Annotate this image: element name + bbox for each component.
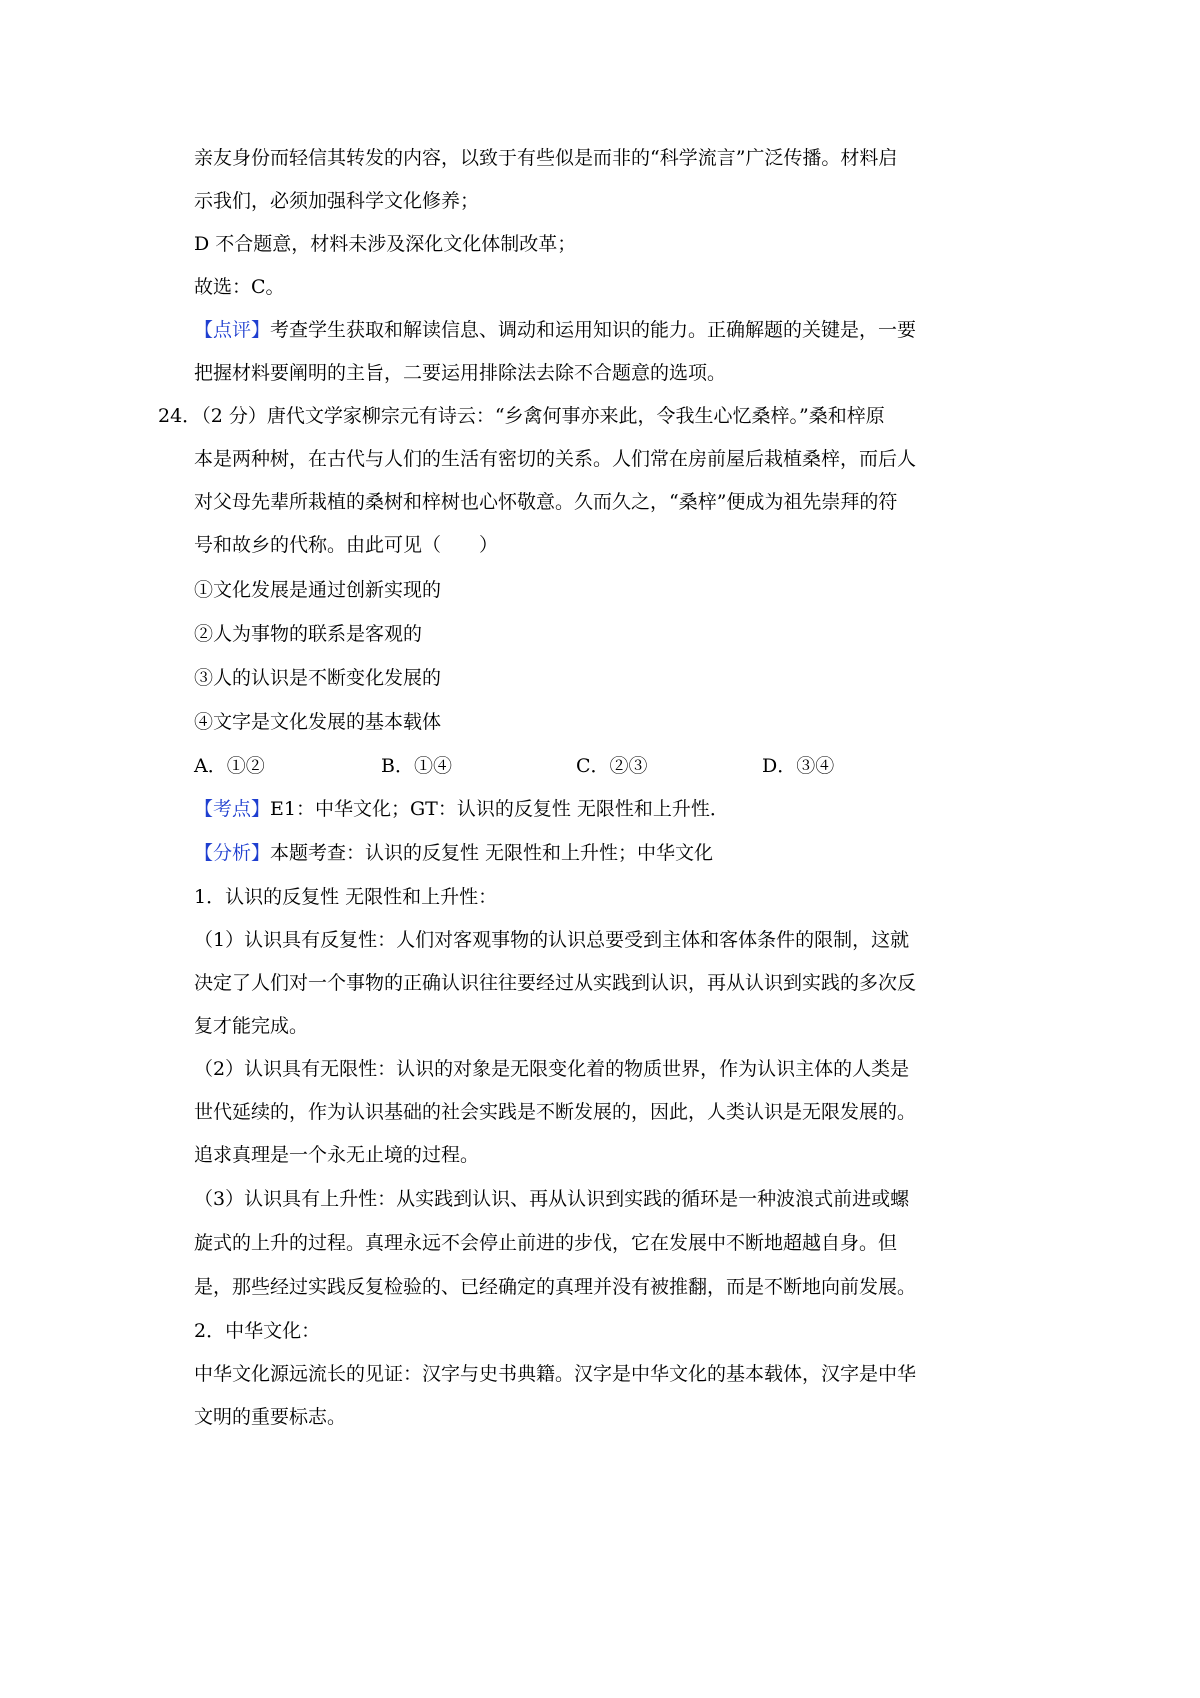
paragraph-line: （2）认识具有无限性：认识的对象是无限变化着的物质世界，作为认识主体的人类是 bbox=[194, 1058, 910, 1080]
kaodian-text: E1：中华文化；GT：认识的反复性 无限性和上升性． bbox=[270, 798, 729, 820]
comment-line: 把握材料要阐明的主旨，二要运用排除法去除不合题意的选项。 bbox=[194, 362, 727, 384]
prev-analysis-line: 示我们，必须加强科学文化修养； bbox=[194, 190, 480, 212]
statement-1: ①文化发展是通过创新实现的 bbox=[194, 579, 442, 601]
comment-tag: 【点评】 bbox=[194, 319, 271, 341]
option-a: A．①② bbox=[194, 755, 265, 777]
section-heading: 1．认识的反复性 无限性和上升性： bbox=[194, 886, 498, 908]
question-text: （2 分）唐代文学家柳宗元有诗云：“乡禽何事亦来此，令我生心忆桑梓。”桑和梓原 bbox=[201, 405, 885, 427]
question-stem-line: 本是两种树，在古代与人们的生活有密切的关系。人们常在房前屋后栽植桑梓，而后人 bbox=[194, 448, 917, 470]
section-heading: 2．中华文化： bbox=[194, 1320, 321, 1342]
question-stem-line: 号和故乡的代称。由此可见（ ） bbox=[194, 534, 499, 556]
option-b: B．①④ bbox=[381, 755, 452, 777]
question-stem-line bbox=[158, 404, 885, 428]
paragraph-line: （1）认识具有反复性：人们对客观事物的认识总要受到主体和客体条件的限制，这就 bbox=[194, 929, 910, 951]
option-d: D．③④ bbox=[762, 755, 835, 777]
paragraph-line: 中华文化源远流长的见证：汉字与史书典籍。汉字是中华文化的基本载体，汉字是中华 bbox=[194, 1363, 917, 1385]
paragraph-line: 追求真理是一个永无止境的过程。 bbox=[194, 1144, 480, 1166]
option-c: C．②③ bbox=[576, 755, 648, 777]
paragraph-line: 旋式的上升的过程。真理永远不会停止前进的步伐，它在发展中不断地超越自身。但 bbox=[194, 1232, 898, 1254]
paragraph-line: 世代延续的，作为认识基础的社会实践是不断发展的，因此，人类认识是无限发展的。 bbox=[194, 1101, 917, 1123]
statement-3: ③人的认识是不断变化发展的 bbox=[194, 667, 442, 689]
paragraph-line: 是，那些经过实践反复检验的、已经确定的真理并没有被推翻，而是不断地向前发展。 bbox=[194, 1276, 917, 1298]
prev-answer: 故选：C。 bbox=[194, 276, 285, 298]
statement-4: ④文字是文化发展的基本载体 bbox=[194, 711, 442, 733]
paragraph-line: （3）认识具有上升性：从实践到认识、再从认识到实践的循环是一种波浪式前进或螺 bbox=[194, 1188, 910, 1210]
comment-line bbox=[194, 318, 916, 342]
statement-2: ②人为事物的联系是客观的 bbox=[194, 623, 423, 645]
kaodian-tag: 【考点】 bbox=[194, 798, 271, 820]
kaodian-line bbox=[194, 797, 729, 821]
prev-analysis-line: 亲友身份而轻信其转发的内容，以致于有些似是而非的“科学流言”广泛传播。材料启 bbox=[194, 147, 898, 169]
fenxi-text: 本题考查：认识的反复性 无限性和上升性；中华文化 bbox=[270, 842, 714, 864]
prev-analysis-line: D 不合题意，材料未涉及深化文化体制改革； bbox=[194, 233, 577, 255]
paragraph-line: 复才能完成。 bbox=[194, 1015, 309, 1037]
comment-text: 考查学生获取和解读信息、调动和运用知识的能力。正确解题的关键是，一要 bbox=[270, 319, 917, 341]
fenxi-line bbox=[194, 841, 713, 865]
question-stem-line: 对父母先辈所栽植的桑树和梓树也心怀敬意。久而久之，“桑梓”便成为祖先崇拜的符 bbox=[194, 491, 898, 513]
fenxi-tag: 【分析】 bbox=[194, 842, 271, 864]
paragraph-line: 决定了人们对一个事物的正确认识往往要经过从实践到认识，再从认识到实践的多次反 bbox=[194, 972, 917, 994]
question-number: 24． bbox=[158, 405, 202, 427]
paragraph-line: 文明的重要标志。 bbox=[194, 1406, 347, 1428]
